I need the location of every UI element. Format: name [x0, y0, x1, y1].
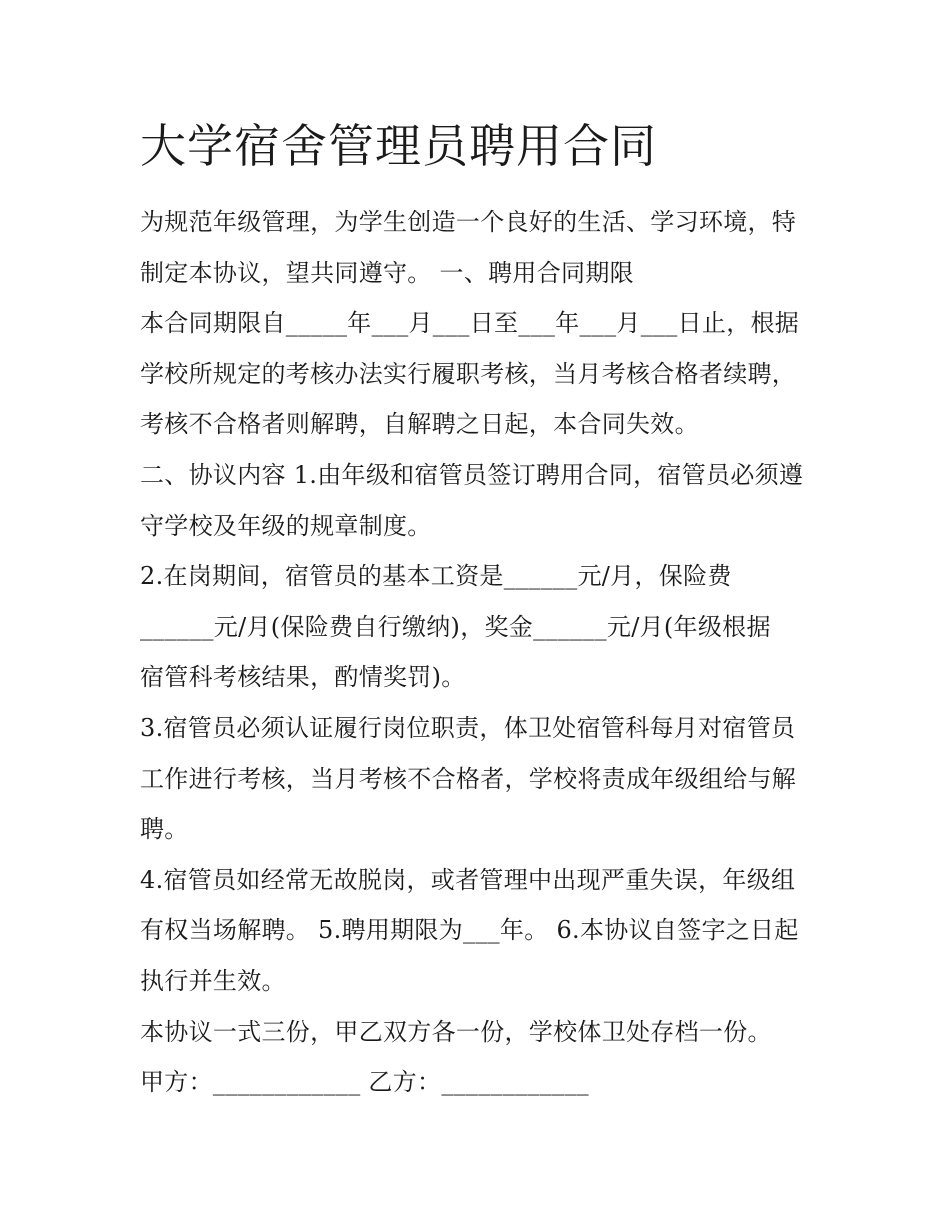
body-line: 本协议一式三份，甲乙双方各一份，学校体卫处存档一份。 — [140, 1017, 772, 1046]
body-line: 执行并生效。 — [140, 966, 286, 995]
body-line: 3.宿管员必须认证履行岗位职责，体卫处宿管科每月对宿管员 — [140, 713, 796, 742]
body-line: 为规范年级管理，为学生创造一个良好的生活、学习环境，特 — [140, 208, 797, 236]
body-line: 守学校及年级的规章制度。 — [140, 511, 432, 540]
body-line: 本合同期限自_____年___月___日至___年___月___日止，根据 — [140, 309, 800, 338]
body-line: 宿管科考核结果，酌情奖罚)。 — [140, 663, 466, 692]
document-body — [140, 197, 820, 1108]
body-line: 工作进行考核，当月考核不合格者，学校将责成年级组给与解 — [140, 764, 797, 793]
body-line: 考核不合格者则解聘，自解聘之日起，本合同失效。 — [140, 410, 699, 439]
body-line: 学校所规定的考核办法实行履职考核，当月考核合格者续聘， — [140, 359, 797, 388]
body-line: 2.在岗期间，宿管员的基本工资是______元/月，保险费 — [140, 562, 732, 591]
body-line: 聘。 — [140, 815, 189, 844]
body-line: 制定本协议，望共同遵守。 一、聘用合同期限 — [140, 258, 634, 287]
signature-line: 甲方：____________ 乙方：____________ — [140, 1068, 589, 1097]
body-line: 有权当场解聘。 5.聘用期限为___年。 6.本协议自签字之日起 — [140, 916, 799, 945]
body-line: ______元/月(保险费自行缴纳)，奖金______元/月(年级根据 — [140, 612, 771, 641]
document-title: 大学宿舍管理员聘用合同 — [140, 119, 657, 173]
body-line: 4.宿管员如经常无故脱岗，或者管理中出现严重失误，年级组 — [140, 865, 796, 894]
body-line: 二、协议内容 1.由年级和宿管员签订聘用合同，宿管员必须遵 — [140, 460, 804, 489]
